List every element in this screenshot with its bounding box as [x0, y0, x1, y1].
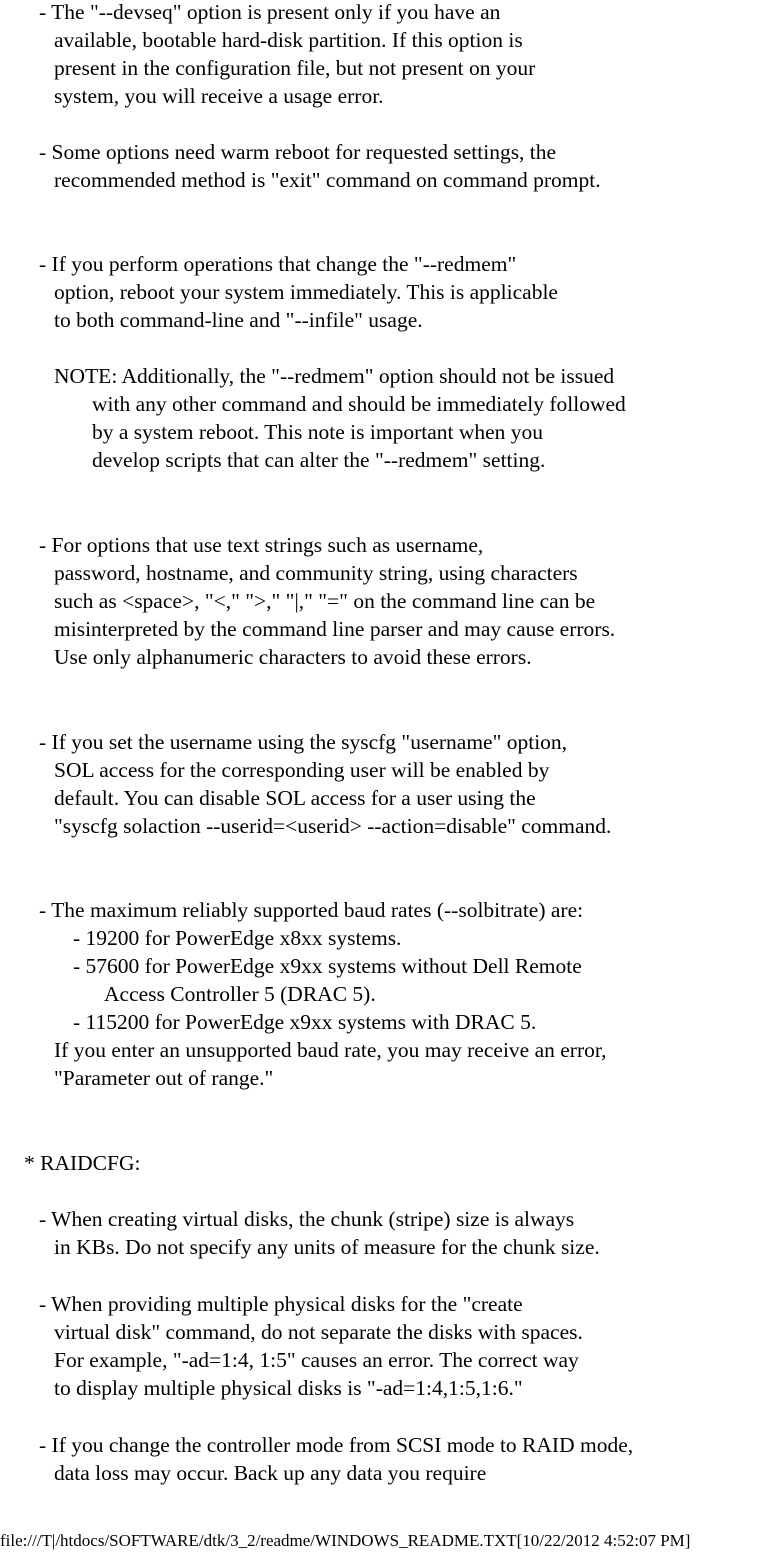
text-line: to both command-line and "--infile" usage. — [54, 308, 423, 332]
text-line: For example, "-ad=1:4, 1:5" causes an error. The correct way — [54, 1348, 579, 1372]
text-line: "Parameter out of range." — [54, 1066, 274, 1090]
text-line: - For options that use text strings such as username, — [39, 533, 484, 557]
text-line: misinterpreted by the command line parser and may cause errors. — [54, 617, 616, 641]
baud-rate-item: Access Controller 5 (DRAC 5). — [104, 982, 376, 1006]
text-line: default. You can disable SOL access for a user using the — [54, 786, 536, 810]
text-line: - When creating virtual disks, the chunk (stripe) size is always — [39, 1207, 575, 1231]
text-line: to display multiple physical disks is "-ad=1:4,1:5,1:6." — [54, 1376, 523, 1400]
baud-rate-item: - 115200 for PowerEdge x9xx systems with DRAC 5. — [73, 1010, 537, 1034]
text-line: virtual disk" command, do not separate the disks with spaces. — [54, 1320, 583, 1344]
baud-rate-item: - 19200 for PowerEdge x8xx systems. — [73, 926, 402, 950]
note-line: develop scripts that can alter the "--redmem" setting. — [92, 448, 546, 472]
text-line: - The maximum reliably supported baud rates (--solbitrate) are: — [39, 898, 584, 922]
text-line: Use only alphanumeric characters to avoid these errors. — [54, 645, 532, 669]
text-line: "syscfg solaction --userid=<userid> --action=disable" command. — [54, 814, 612, 838]
text-line: - The "--devseq" option is present only if you have an — [39, 0, 501, 24]
text-line: in KBs. Do not specify any units of measure for the chunk size. — [54, 1235, 600, 1259]
text-line: - If you perform operations that change the "--redmem" — [39, 252, 517, 276]
text-line: system, you will receive a usage error. — [54, 84, 384, 108]
text-line: data loss may occur. Back up any data you require — [54, 1461, 487, 1485]
text-line: option, reboot your system immediately. This is applicable — [54, 280, 558, 304]
print-footer-file-path: file:///T|/htdocs/SOFTWARE/dtk/3_2/readme/WINDOWS_README.TXT[10/22/2012 4:52:07 PM] — [0, 1531, 691, 1550]
text-line: - When providing multiple physical disks for the "create — [39, 1292, 523, 1316]
text-line: - If you change the controller mode from SCSI mode to RAID mode, — [39, 1433, 634, 1457]
text-line: - If you set the username using the syscfg "username" option, — [39, 730, 568, 754]
note-line: NOTE: Additionally, the "--redmem" option should not be issued — [54, 364, 615, 388]
note-line: with any other command and should be immediately followed — [92, 392, 626, 416]
text-line: SOL access for the corresponding user will be enabled by — [54, 758, 550, 782]
text-line: such as <space>, "<," ">," "|," "=" on the command line can be — [54, 589, 596, 613]
baud-rate-item: - 57600 for PowerEdge x9xx systems without Dell Remote — [73, 954, 582, 978]
text-line: recommended method is "exit" command on command prompt. — [54, 168, 601, 192]
text-line: If you enter an unsupported baud rate, you may receive an error, — [54, 1038, 607, 1062]
section-heading: * RAIDCFG: — [24, 1151, 141, 1175]
text-line: present in the configuration file, but not present on your — [54, 56, 536, 80]
text-line: available, bootable hard-disk partition. If this option is — [54, 28, 523, 52]
text-line: - Some options need warm reboot for requested settings, the — [39, 140, 557, 164]
note-line: by a system reboot. This note is important when you — [92, 420, 544, 444]
text-line: password, hostname, and community string, using characters — [54, 561, 578, 585]
